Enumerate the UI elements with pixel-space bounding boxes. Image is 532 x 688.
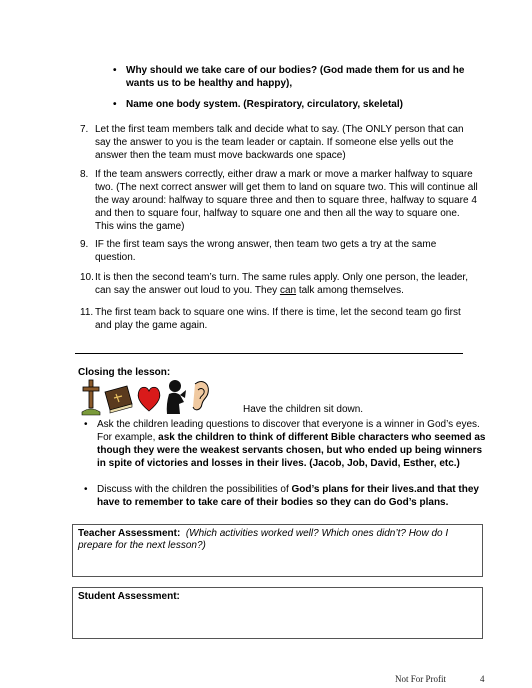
bullet-dot: •	[84, 419, 88, 430]
footer-text: Not For Profit	[395, 674, 447, 684]
sit-down-instruction: Have the children sit down.	[243, 404, 364, 415]
lesson-icons	[80, 378, 220, 416]
closing-text	[97, 419, 485, 469]
teacher-assessment-box	[72, 524, 483, 577]
closing-text-bold: ask the children to think of different Bible characters who seemed as though they were the weakest servants chosen, but who ended up being winners in spite of victories and losses in their lives. (Jacob, Job, David, Esther, etc.)	[97, 432, 486, 469]
heart-icon	[136, 378, 162, 416]
step-8	[80, 168, 478, 233]
bullet-text: Why should we take care of our bodies? (God made them for us and he wants us to be healthy and happy),	[126, 65, 465, 89]
step-number: 8.	[80, 169, 89, 180]
closing-title: Closing the lesson:	[78, 367, 171, 378]
step-text-part: talk among themselves.	[296, 285, 404, 296]
ear-icon	[189, 378, 211, 416]
step-text: The first team back to square one wins. If there is time, let the second team go first and play the game again.	[95, 307, 461, 331]
step-9	[80, 238, 478, 264]
closing-text-plain: Ask the children leading questions to discover that everyone is a winner in God’s eyes. For example,	[97, 419, 480, 443]
page-number: 4	[480, 674, 485, 684]
step-text-part: It is then the second team’s turn. The same rules apply. Only one person, the leader, can say the answer out loud to you. They	[95, 272, 468, 296]
cross-icon	[80, 378, 102, 416]
closing-text-plain: Discuss with the children the possibilities of	[97, 484, 292, 495]
teacher-assessment-label: Teacher Assessment:	[78, 528, 181, 539]
step-number: 9.	[80, 239, 89, 250]
step-7	[80, 123, 478, 162]
step-10	[80, 271, 478, 297]
step-text: IF the first team says the wrong answer, then team two gets a try at the same question.	[95, 239, 437, 263]
student-assessment-box	[72, 587, 483, 639]
question-bullet	[113, 64, 486, 90]
step-text: Let the first team members talk and decide what to say. (The ONLY person that can say the answer to you is the team leader or captain. If someone else yells out the answer then the team must move backwards one space)	[95, 124, 464, 161]
praying-child-icon	[164, 378, 188, 416]
step-number: 7.	[80, 124, 89, 135]
step-number: 11.	[80, 307, 94, 318]
step-text: If the team answers correctly, either draw a mark or move a marker halfway to square two. (The next correct answer will get them to land on square two. This will continue all the way around: halfway to square three and then to square three, halfway to square 4 and then to square four, halfway to square one and then all the way to square one. This wins the game)	[95, 169, 478, 232]
step-11	[80, 306, 478, 332]
bible-icon	[102, 378, 134, 416]
bullet-dot: •	[113, 99, 117, 110]
step-number: 10.	[80, 272, 94, 283]
underlined-word: can	[279, 285, 297, 296]
closing-text-bold: God’s plans for their lives.and that they have to remember to take care of their bodies so they can do God’s plans.	[97, 484, 479, 508]
closing-item	[84, 418, 487, 470]
student-assessment-label: Student Assessment:	[78, 591, 180, 602]
step-text	[95, 271, 478, 297]
bullet-text: Name one body system. (Respiratory, circulatory, skeletal)	[126, 99, 403, 110]
question-bullet	[113, 98, 486, 111]
section-divider	[75, 353, 463, 354]
bullet-dot: •	[113, 65, 117, 76]
bullet-dot: •	[84, 484, 88, 495]
closing-item	[84, 483, 487, 509]
closing-text	[97, 484, 479, 508]
teacher-assessment-hint: (Which activities worked well? Which ones didn’t? How do I prepare for the next lesson?)	[78, 528, 449, 551]
